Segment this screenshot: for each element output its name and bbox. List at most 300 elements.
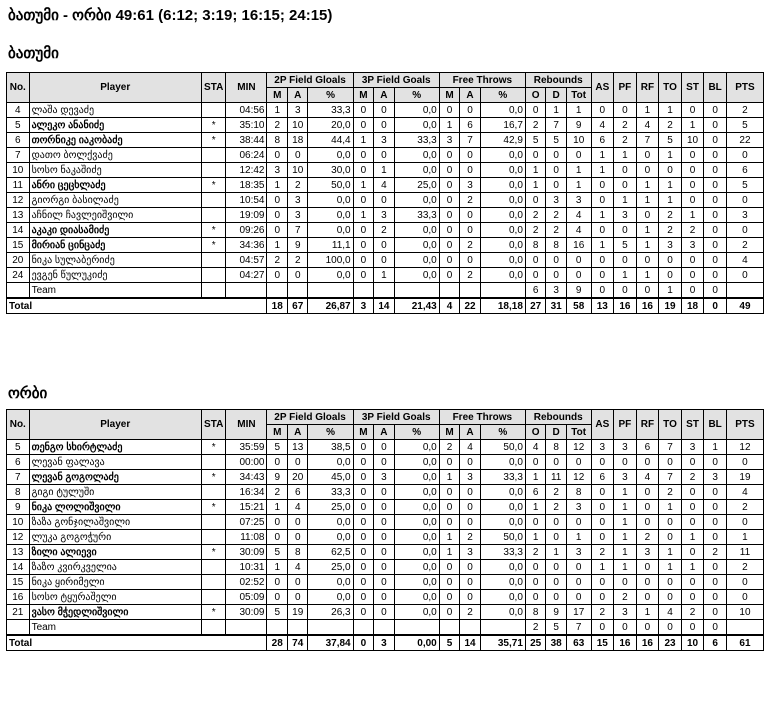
cell-pft: 0,0: [480, 515, 525, 530]
cell-pts: 0: [726, 590, 763, 605]
cell-d: 8: [546, 238, 567, 253]
cell-pf: 2: [614, 133, 637, 148]
cell-p2: 62,5: [308, 545, 353, 560]
cell-sta: [201, 560, 226, 575]
col-pf: PF: [614, 410, 637, 440]
cell-a2: 8: [287, 545, 308, 560]
cell-sta: [201, 103, 226, 118]
col-rf: RF: [636, 410, 659, 440]
cell-m3: 0: [353, 118, 374, 133]
cell-m3: 0: [353, 268, 374, 283]
cell-pft: 0,0: [480, 223, 525, 238]
cell-name: ვასო მჭედლიშვილი: [29, 605, 201, 620]
cell-tot: 16: [566, 238, 591, 253]
cell-tot: 17: [566, 605, 591, 620]
cell-a2: [287, 283, 308, 299]
cell-sta: [201, 530, 226, 545]
cell-o: 0: [525, 103, 546, 118]
cell-pts: [726, 620, 763, 636]
cell-st: 1: [681, 118, 704, 133]
cell-as: 0: [591, 575, 614, 590]
col-pts: PTS: [726, 410, 763, 440]
cell-min: [226, 283, 267, 299]
cell-bl: 0: [704, 283, 727, 299]
cell-rf: 0: [636, 575, 659, 590]
cell-p3: 33,3: [394, 133, 439, 148]
cell-st: 0: [681, 485, 704, 500]
cell-sta: *: [201, 133, 226, 148]
total-m3: 3: [353, 298, 374, 314]
cell-m2: [267, 620, 288, 636]
cell-a2: 7: [287, 223, 308, 238]
cell-pft: 0,0: [480, 163, 525, 178]
cell-no: 9: [7, 500, 30, 515]
cell-tot: 1: [566, 530, 591, 545]
cell-d: 0: [546, 590, 567, 605]
cell-mft: 1: [439, 470, 460, 485]
cell-bl: 0: [704, 620, 727, 636]
cell-rf: 0: [636, 590, 659, 605]
cell-as: 0: [591, 455, 614, 470]
cell-min: 15:21: [226, 500, 267, 515]
col-player: Player: [29, 410, 201, 440]
cell-pft: 0,0: [480, 500, 525, 515]
total-as: 15: [591, 635, 614, 651]
cell-name: ლევან ფალავა: [29, 455, 201, 470]
cell-p2: 38,5: [308, 440, 353, 455]
cell-p3: 25,0: [394, 178, 439, 193]
cell-p3: 0,0: [394, 575, 439, 590]
cell-p3: 0,0: [394, 268, 439, 283]
cell-aft: 0: [460, 148, 481, 163]
col-fg3-m: M: [353, 88, 374, 103]
cell-st: 0: [681, 455, 704, 470]
cell-pf: 1: [614, 530, 637, 545]
cell-pts: 3: [726, 208, 763, 223]
cell-o: 0: [525, 455, 546, 470]
cell-m2: 1: [267, 178, 288, 193]
cell-to: 1: [659, 193, 682, 208]
cell-sta: *: [201, 605, 226, 620]
cell-pts: 12: [726, 440, 763, 455]
cell-p3: 0,0: [394, 193, 439, 208]
cell-bl: 0: [704, 178, 727, 193]
cell-st: 3: [681, 440, 704, 455]
cell-o: 0: [525, 515, 546, 530]
cell-name: მირიან ცინცაძე: [29, 238, 201, 253]
cell-st: 10: [681, 133, 704, 148]
cell-d: 3: [546, 283, 567, 299]
cell-pf: 0: [614, 620, 637, 636]
table-row: [7, 560, 764, 575]
cell-tot: 9: [566, 118, 591, 133]
cell-a3: 0: [374, 440, 395, 455]
cell-to: 0: [659, 515, 682, 530]
cell-a3: 1: [374, 268, 395, 283]
cell-m3: 0: [353, 440, 374, 455]
cell-to: 2: [659, 118, 682, 133]
total-d: 31: [546, 298, 567, 314]
cell-sta: *: [201, 178, 226, 193]
cell-p2: [308, 283, 353, 299]
cell-as: 0: [591, 620, 614, 636]
cell-to: 2: [659, 223, 682, 238]
col-fg2-pct: %: [308, 425, 353, 440]
cell-m2: 1: [267, 103, 288, 118]
cell-as: 0: [591, 485, 614, 500]
boxscore-table-batumi: [6, 72, 764, 314]
cell-a3: 0: [374, 500, 395, 515]
cell-min: 07:25: [226, 515, 267, 530]
table-row: [7, 515, 764, 530]
cell-mft: 0: [439, 605, 460, 620]
cell-st: 0: [681, 103, 704, 118]
cell-p3: 0,0: [394, 253, 439, 268]
cell-pts: 6: [726, 163, 763, 178]
cell-aft: 0: [460, 575, 481, 590]
cell-sta: [201, 620, 226, 636]
cell-sta: [201, 148, 226, 163]
cell-pts: 2: [726, 238, 763, 253]
cell-tot: 7: [566, 620, 591, 636]
cell-min: 04:56: [226, 103, 267, 118]
table-row: [7, 148, 764, 163]
cell-m2: 8: [267, 133, 288, 148]
cell-d: 2: [546, 208, 567, 223]
col-ft: Free Throws: [439, 73, 525, 88]
cell-no: 5: [7, 440, 30, 455]
cell-mft: 1: [439, 118, 460, 133]
total-a2: 74: [287, 635, 308, 651]
cell-name: ანრი ცეცხლაძე: [29, 178, 201, 193]
cell-bl: 0: [704, 530, 727, 545]
cell-bl: 0: [704, 163, 727, 178]
cell-d: 0: [546, 178, 567, 193]
cell-name: თენგო სხირტლაძე: [29, 440, 201, 455]
total-tot: 58: [566, 298, 591, 314]
table-row: [7, 485, 764, 500]
cell-aft: 7: [460, 133, 481, 148]
total-mft: 5: [439, 635, 460, 651]
cell-st: 2: [681, 605, 704, 620]
table-row: [7, 223, 764, 238]
cell-d: 0: [546, 455, 567, 470]
cell-a3: 4: [374, 178, 395, 193]
cell-a3: 0: [374, 515, 395, 530]
cell-to: 1: [659, 103, 682, 118]
cell-tot: 3: [566, 500, 591, 515]
cell-min: 34:43: [226, 470, 267, 485]
cell-o: 0: [525, 560, 546, 575]
cell-d: 2: [546, 485, 567, 500]
cell-p2: 0,0: [308, 208, 353, 223]
cell-a3: 0: [374, 118, 395, 133]
cell-tot: 12: [566, 440, 591, 455]
cell-mft: 0: [439, 590, 460, 605]
cell-min: 10:54: [226, 193, 267, 208]
cell-no: 15: [7, 238, 30, 253]
cell-tot: 4: [566, 223, 591, 238]
total-tot: 63: [566, 635, 591, 651]
cell-to: 3: [659, 238, 682, 253]
total-p2: 26,87: [308, 298, 353, 314]
col-fg3-pct: %: [394, 425, 439, 440]
cell-pf: 1: [614, 485, 637, 500]
cell-m3: 1: [353, 208, 374, 223]
cell-aft: 2: [460, 605, 481, 620]
cell-no: 6: [7, 455, 30, 470]
cell-to: 1: [659, 500, 682, 515]
cell-p2: 26,3: [308, 605, 353, 620]
cell-d: 0: [546, 560, 567, 575]
cell-no: 13: [7, 545, 30, 560]
col-reb-o: O: [525, 425, 546, 440]
col-sta: STA: [201, 73, 226, 103]
cell-rf: 0: [636, 455, 659, 470]
cell-p2: 0,0: [308, 530, 353, 545]
cell-to: 7: [659, 440, 682, 455]
cell-a2: 3: [287, 103, 308, 118]
cell-name: ნიკა ყირიმელი: [29, 575, 201, 590]
cell-o: 0: [525, 193, 546, 208]
col-no: No.: [7, 73, 30, 103]
cell-pts: 1: [726, 530, 763, 545]
cell-o: 5: [525, 133, 546, 148]
cell-p3: 0,0: [394, 560, 439, 575]
cell-o: 2: [525, 620, 546, 636]
cell-p2: 20,0: [308, 118, 353, 133]
cell-p3: 0,0: [394, 103, 439, 118]
cell-bl: 0: [704, 560, 727, 575]
cell-p2: 0,0: [308, 148, 353, 163]
cell-rf: 1: [636, 193, 659, 208]
cell-name: ზილი ალიევი: [29, 545, 201, 560]
cell-rf: 7: [636, 133, 659, 148]
cell-rf: 2: [636, 530, 659, 545]
cell-m2: 0: [267, 530, 288, 545]
table-row: [7, 440, 764, 455]
cell-bl: 2: [704, 545, 727, 560]
cell-tot: 0: [566, 590, 591, 605]
cell-a3: 2: [374, 223, 395, 238]
col-min: MIN: [226, 73, 267, 103]
cell-a3: 0: [374, 590, 395, 605]
cell-sta: [201, 253, 226, 268]
cell-m3: 0: [353, 575, 374, 590]
cell-min: 38:44: [226, 133, 267, 148]
cell-rf: 0: [636, 253, 659, 268]
cell-rf: 0: [636, 515, 659, 530]
cell-bl: 0: [704, 590, 727, 605]
cell-sta: *: [201, 118, 226, 133]
cell-mft: 0: [439, 148, 460, 163]
cell-as: 1: [591, 148, 614, 163]
table-row: [7, 163, 764, 178]
total-pts: 61: [726, 635, 763, 651]
cell-pts: 0: [726, 455, 763, 470]
cell-to: 0: [659, 455, 682, 470]
cell-a2: 10: [287, 163, 308, 178]
total-rf: 16: [636, 635, 659, 651]
cell-a2: 9: [287, 238, 308, 253]
cell-p2: 33,3: [308, 103, 353, 118]
total-o: 25: [525, 635, 546, 651]
cell-aft: 2: [460, 193, 481, 208]
cell-to: 0: [659, 530, 682, 545]
col-fg2-a: A: [287, 88, 308, 103]
cell-pft: 0,0: [480, 560, 525, 575]
cell-p3: 0,0: [394, 530, 439, 545]
cell-p2: 0,0: [308, 515, 353, 530]
cell-name: ნიკა სულაბერიძე: [29, 253, 201, 268]
cell-a2: 13: [287, 440, 308, 455]
cell-st: 0: [681, 575, 704, 590]
cell-tot: 0: [566, 253, 591, 268]
cell-pf: 0: [614, 223, 637, 238]
cell-rf: 0: [636, 208, 659, 223]
cell-name: ზაზო კვირკველია: [29, 560, 201, 575]
cell-pft: 0,0: [480, 485, 525, 500]
total-label: Total: [7, 635, 267, 651]
cell-rf: 6: [636, 440, 659, 455]
cell-min: 35:59: [226, 440, 267, 455]
cell-m2: 1: [267, 500, 288, 515]
cell-pf: 3: [614, 605, 637, 620]
cell-to: 1: [659, 560, 682, 575]
cell-pts: 5: [726, 178, 763, 193]
cell-p2: 100,0: [308, 253, 353, 268]
total-aft: 22: [460, 298, 481, 314]
cell-m2: 2: [267, 253, 288, 268]
cell-pts: 0: [726, 148, 763, 163]
cell-aft: 0: [460, 590, 481, 605]
cell-p3: 0,0: [394, 163, 439, 178]
cell-p2: 11,1: [308, 238, 353, 253]
cell-p3: 0,0: [394, 590, 439, 605]
cell-as: 0: [591, 500, 614, 515]
col-to: TO: [659, 73, 682, 103]
cell-pft: 0,0: [480, 575, 525, 590]
cell-p3: 33,3: [394, 208, 439, 223]
col-ft-a: A: [460, 88, 481, 103]
cell-mft: 0: [439, 223, 460, 238]
cell-m3: 0: [353, 470, 374, 485]
cell-pft: 33,3: [480, 470, 525, 485]
cell-d: 1: [546, 545, 567, 560]
table-row: [7, 470, 764, 485]
cell-tot: 8: [566, 485, 591, 500]
total-m2: 28: [267, 635, 288, 651]
cell-min: 19:09: [226, 208, 267, 223]
cell-m2: 0: [267, 208, 288, 223]
cell-bl: 0: [704, 605, 727, 620]
cell-pf: 3: [614, 440, 637, 455]
cell-pf: 0: [614, 103, 637, 118]
cell-pts: 2: [726, 560, 763, 575]
cell-as: 0: [591, 590, 614, 605]
cell-p2: 45,0: [308, 470, 353, 485]
cell-m3: 0: [353, 560, 374, 575]
cell-pts: 0: [726, 575, 763, 590]
cell-a2: 2: [287, 253, 308, 268]
cell-a3: 0: [374, 575, 395, 590]
cell-tot: 1: [566, 103, 591, 118]
cell-p2: [308, 620, 353, 636]
cell-tot: 0: [566, 455, 591, 470]
cell-aft: 0: [460, 455, 481, 470]
cell-p2: 0,0: [308, 193, 353, 208]
cell-m2: 0: [267, 223, 288, 238]
cell-bl: 3: [704, 470, 727, 485]
table-row: [7, 208, 764, 223]
cell-pft: [480, 620, 525, 636]
cell-min: 09:26: [226, 223, 267, 238]
cell-m3: 0: [353, 515, 374, 530]
cell-pft: 0,0: [480, 253, 525, 268]
cell-p3: 0,0: [394, 118, 439, 133]
cell-name: სოსო ნაკაშიძე: [29, 163, 201, 178]
cell-a2: 3: [287, 193, 308, 208]
cell-bl: 1: [704, 440, 727, 455]
cell-o: 0: [525, 575, 546, 590]
cell-tot: 0: [566, 268, 591, 283]
cell-m3: 1: [353, 133, 374, 148]
cell-pft: 0,0: [480, 455, 525, 470]
cell-a3: 0: [374, 253, 395, 268]
cell-a3: 0: [374, 238, 395, 253]
cell-as: 3: [591, 440, 614, 455]
col-bl: BL: [704, 73, 727, 103]
cell-as: 1: [591, 238, 614, 253]
total-a2: 67: [287, 298, 308, 314]
cell-tot: 12: [566, 470, 591, 485]
cell-o: 1: [525, 530, 546, 545]
table-row: [7, 283, 764, 299]
cell-min: 00:00: [226, 455, 267, 470]
cell-o: 0: [525, 268, 546, 283]
cell-aft: 0: [460, 103, 481, 118]
col-reb-d: D: [546, 425, 567, 440]
col-fg2: 2P Field Gloals: [267, 410, 353, 425]
cell-pft: [480, 283, 525, 299]
cell-a3: 1: [374, 163, 395, 178]
cell-a2: 6: [287, 485, 308, 500]
col-ft-a: A: [460, 425, 481, 440]
cell-tot: 10: [566, 133, 591, 148]
cell-pts: 0: [726, 193, 763, 208]
cell-m2: 0: [267, 590, 288, 605]
cell-p2: 44,4: [308, 133, 353, 148]
cell-pts: [726, 283, 763, 299]
cell-m2: 0: [267, 515, 288, 530]
cell-o: 0: [525, 148, 546, 163]
table-row: [7, 455, 764, 470]
cell-sta: [201, 268, 226, 283]
cell-mft: [439, 283, 460, 299]
cell-d: 2: [546, 500, 567, 515]
cell-mft: 0: [439, 560, 460, 575]
cell-aft: 0: [460, 253, 481, 268]
cell-a2: 0: [287, 575, 308, 590]
cell-mft: [439, 620, 460, 636]
cell-a2: [287, 620, 308, 636]
col-fg3-a: A: [374, 88, 395, 103]
cell-a3: 0: [374, 560, 395, 575]
cell-st: 0: [681, 620, 704, 636]
table-row: [7, 133, 764, 148]
cell-bl: 0: [704, 118, 727, 133]
cell-sta: [201, 208, 226, 223]
